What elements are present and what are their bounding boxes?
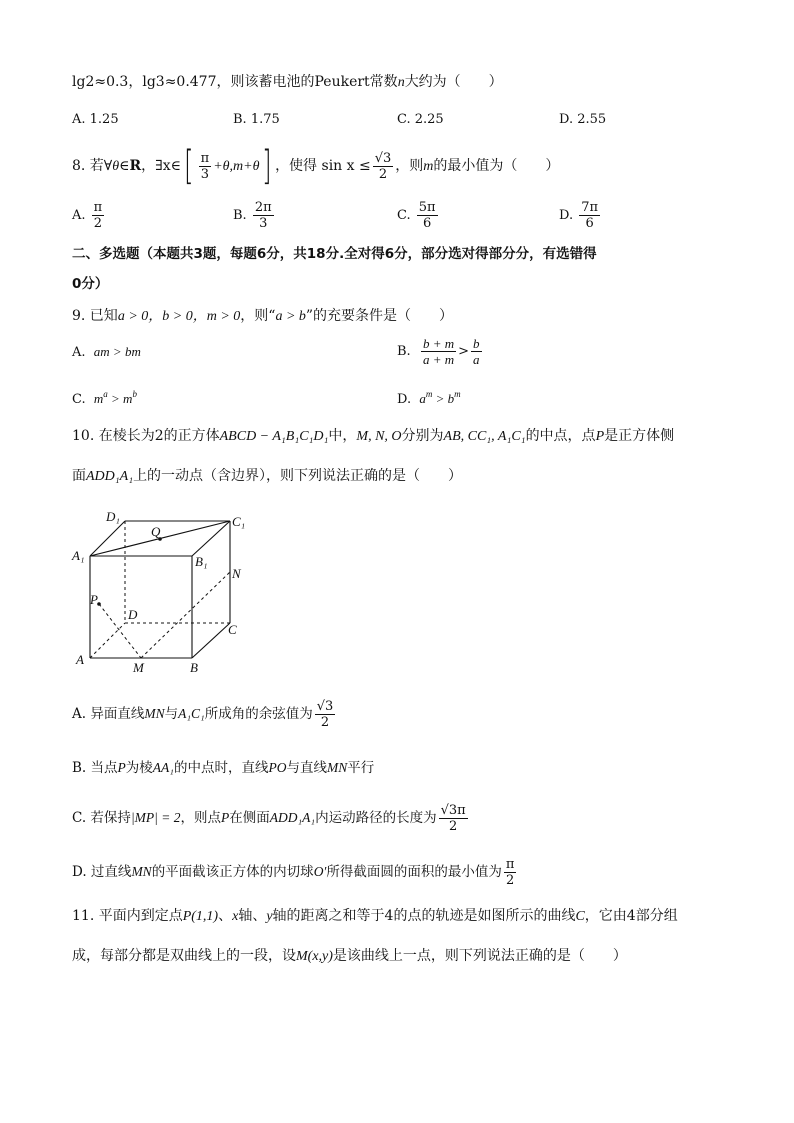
label-b: B (190, 660, 198, 675)
q10-option-d[interactable]: D. 过直线MN的平面截该正方体的内切球O′所得截面圆的面积的最小值为 $\frac{\pi}{2}$ (72, 857, 515, 888)
cube-figure (70, 506, 260, 678)
q9-option-d[interactable]: D. $a^m > b^m$ (397, 389, 461, 407)
q8-m: m (423, 159, 434, 174)
q8-option-c[interactable]: C. $\frac{5\pi}{6}$ (397, 200, 436, 231)
q10-stem-line1: 10. 在棱长为2的正方体ABCD − A₁B₁C₁D₁中，M, N, O分别为AB, CC₁, A₁C₁的中点，点P是正方体侧 (72, 428, 675, 444)
q7-stem (72, 72, 503, 93)
q8-tail-a: ，则 (395, 158, 424, 174)
q8-option-b[interactable]: B. $\frac{2\pi}{3}$ (233, 200, 272, 231)
label-d: D (128, 607, 138, 622)
q8-condition: ，使得 sin x ≤ (275, 158, 371, 174)
label-n: N (232, 566, 241, 581)
q9-option-a[interactable]: A. am > bm (72, 344, 141, 360)
label-m: M (133, 660, 144, 675)
q7-option-c[interactable]: C. 2.25 (397, 112, 444, 127)
segment-mn (141, 572, 230, 658)
q7-option-b[interactable]: B. 1.75 (233, 112, 280, 127)
section-2-heading-cont: 0分） (72, 276, 109, 292)
q8-exists: ，∃x∈ (141, 158, 182, 174)
q10-stem-line2: 面ADD₁A₁上的一动点（含边界），则下列说法正确的是（ ） (72, 468, 463, 484)
q10-option-c[interactable]: C. 若保持|MP| = 2，则点P在侧面ADD₁A₁内运动路径的长度为 $\frac{√3\pi}{2}$ (72, 803, 466, 834)
q8-option-d[interactable]: D. $\frac{7\pi}{6}$ (559, 200, 599, 231)
q7-option-a[interactable]: A. 1.25 (72, 112, 119, 127)
q9-option-b[interactable]: B. $\frac{b + m}{a + m}$ > $\frac{b}{a}$ (397, 336, 480, 367)
q7-given: lg2≈0.3，lg3≈0.477，则该蓄电池的Peukert常数 (72, 74, 398, 90)
q8-prefix: 8. 若∀ (72, 158, 113, 174)
q10-option-b[interactable]: B. 当点P为棱AA₁的中点时，直线PO与直线MN平行 (72, 760, 375, 776)
label-d1: D₁ (106, 509, 120, 524)
section-2-heading: 二、多选题（本题共3题，每题6分，共18分.全对得6分，部分选对得部分分，有选错得 (72, 246, 597, 262)
label-a: A (76, 652, 84, 667)
q8-option-a[interactable]: A. $\frac{\pi}{2}$ (72, 200, 103, 231)
q11-stem-line2: 成，每部分都是双曲线上的一段，设M(x,y)是该曲线上一点，则下列说法正确的是（ ） (72, 948, 627, 964)
q7-option-d[interactable]: D. 2.55 (559, 112, 607, 127)
q8-right-bracket: ] (262, 143, 272, 189)
q8-in: ∈ (119, 158, 130, 174)
q8-sqrt3-over-2: $\frac{√3}{2}$ (374, 150, 392, 182)
q8-tail-b: 的最小值为（ ） (433, 158, 560, 174)
label-q: Q (151, 524, 161, 539)
q8-left-bracket: [ (184, 143, 194, 189)
edge-bc (192, 623, 230, 658)
q7-tail: 大约为（ ） (404, 74, 503, 90)
q10-option-a[interactable]: A. 异面直线MN与A₁C₁所成角的余弦值为 $\frac{√3}{2}$ (72, 699, 334, 730)
label-c: C (228, 622, 237, 637)
q8-reals: R (129, 158, 142, 174)
q9-option-c[interactable]: C. $m^a > m^b$ (72, 389, 137, 407)
q11-stem-line1: 11. 平面内到定点P(1,1)、x轴、y轴的距离之和等于4的点的轨迹是如图所示的曲线C，它由4部分组 (72, 908, 678, 924)
q8-theta: θ (112, 159, 120, 174)
q8-interval: +θ,m+θ (213, 159, 260, 174)
edge-ad (90, 623, 125, 658)
q8-stem (72, 143, 560, 189)
q8-pi-over-3: $\frac{\pi}{3}$ (200, 150, 210, 182)
edge-a1d1 (90, 521, 125, 556)
label-c1: C₁ (232, 514, 246, 529)
q7-var: n (397, 75, 405, 90)
q9-stem: 9. 已知a > 0，b > 0，m > 0，则“a > b”的充要条件是（ ） (72, 308, 454, 324)
label-a1: A₁ (72, 548, 85, 563)
label-b1: B₁ (195, 554, 208, 569)
label-p: P (90, 592, 98, 607)
